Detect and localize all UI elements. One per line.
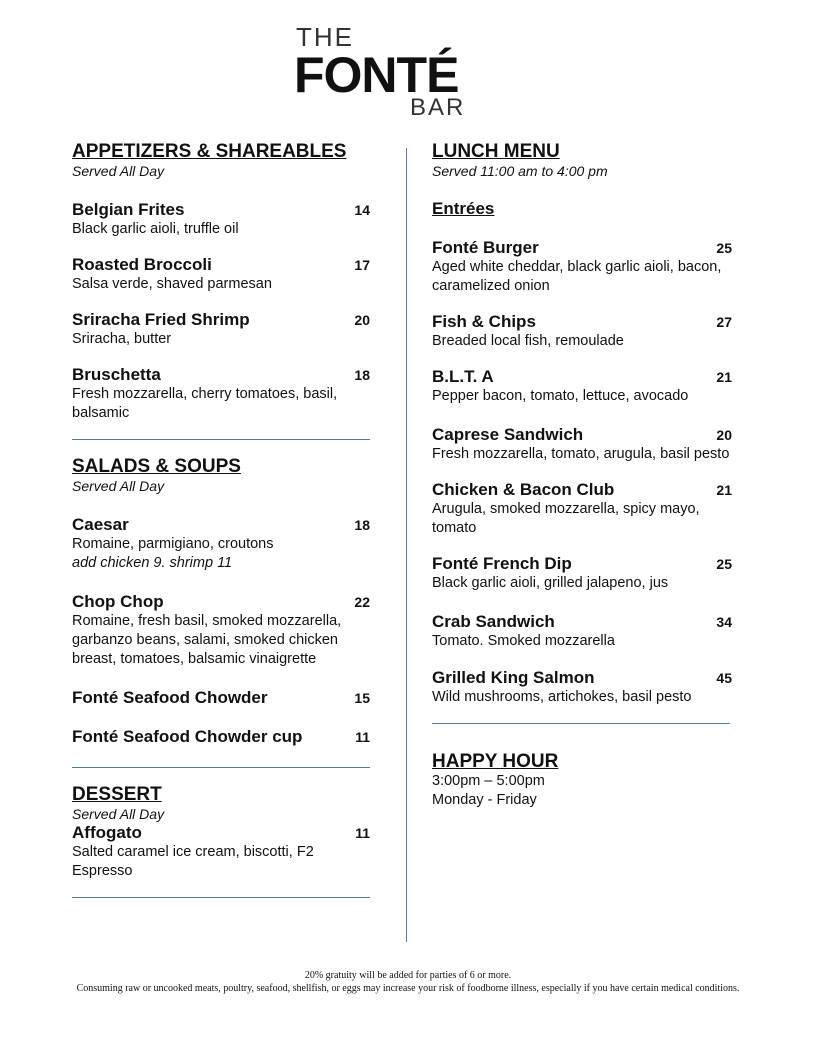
menu-item xyxy=(72,365,370,423)
item-price: 34 xyxy=(716,614,732,630)
menu-item xyxy=(432,238,732,296)
item-name: Chop Chop xyxy=(72,592,164,611)
item-price: 20 xyxy=(716,427,732,443)
entrees-heading: Entrées xyxy=(432,199,495,218)
item-description: Tomato. Smoked mozzarella xyxy=(432,633,615,649)
section-divider xyxy=(432,723,730,724)
menu-item xyxy=(72,200,370,239)
lunch-title: LUNCH MENU xyxy=(432,141,560,162)
item-price: 11 xyxy=(355,825,370,841)
menu-item xyxy=(72,592,370,669)
right-column xyxy=(432,142,732,810)
item-description: Wild mushrooms, artichokes, basil pesto xyxy=(432,689,692,705)
appetizers-subtitle: Served All Day xyxy=(72,163,165,179)
dessert-subtitle: Served All Day xyxy=(72,806,165,822)
item-description: Sriracha, butter xyxy=(72,331,172,347)
item-description: Breaded local fish, remoulade xyxy=(432,333,624,349)
left-column xyxy=(72,142,370,898)
menu-item xyxy=(432,480,732,538)
item-description: Pepper bacon, tomato, lettuce, avocado xyxy=(432,388,689,404)
menu-item xyxy=(72,688,370,708)
item-price: 18 xyxy=(354,517,370,533)
happy-hour-section xyxy=(432,752,732,810)
item-price: 27 xyxy=(716,314,732,330)
menu-item xyxy=(432,554,732,593)
salads-section xyxy=(72,457,370,747)
section-divider xyxy=(72,439,370,440)
lunch-section xyxy=(432,142,732,707)
restaurant-logo xyxy=(294,22,484,122)
menu-item xyxy=(432,612,732,651)
happy-hour-time: 3:00pm – 5:00pm xyxy=(432,773,545,789)
item-name: Belgian Frites xyxy=(72,200,185,219)
menu-item xyxy=(72,310,370,349)
lunch-subtitle: Served 11:00 am to 4:00 pm xyxy=(432,163,608,179)
item-description: Black garlic aioli, grilled jalapeno, jus xyxy=(432,575,669,591)
item-price: 21 xyxy=(716,482,732,498)
item-price: 11 xyxy=(355,729,370,745)
gratuity-notice: 20% gratuity will be added for parties of 6 or more. xyxy=(304,970,512,981)
menu-item xyxy=(72,727,370,747)
item-name: Bruschetta xyxy=(72,365,161,384)
column-divider xyxy=(406,148,407,942)
item-name: Fonté Seafood Chowder xyxy=(72,688,268,707)
salads-title: SALADS & SOUPS xyxy=(72,456,241,477)
item-description: Romaine, fresh basil, smoked mozzarella, garbanzo beans, salami, smoked chicken breast, tomatoes, balsamic vinaigrette xyxy=(72,613,342,667)
item-price: 21 xyxy=(716,369,732,385)
item-price: 15 xyxy=(354,690,370,706)
dessert-section xyxy=(72,785,370,881)
menu-item xyxy=(432,367,732,406)
salads-subtitle: Served All Day xyxy=(72,478,165,494)
item-name: Fonté Burger xyxy=(432,238,539,257)
item-name: Roasted Broccoli xyxy=(72,255,212,274)
happy-hour-title: HAPPY HOUR xyxy=(432,751,559,772)
item-name: B.L.T. A xyxy=(432,367,494,386)
item-description: Fresh mozzarella, tomato, arugula, basil pesto xyxy=(432,446,730,462)
logo-the: THE xyxy=(296,22,354,52)
menu-item xyxy=(72,823,370,881)
item-description: Fresh mozzarella, cherry tomatoes, basil, balsamic xyxy=(72,386,338,421)
logo-fonte: FONTÉ xyxy=(294,47,459,103)
item-name: Caesar xyxy=(72,515,129,534)
item-name: Fonté Seafood Chowder cup xyxy=(72,727,303,746)
item-description: Arugula, smoked mozzarella, spicy mayo, tomato xyxy=(432,501,700,536)
item-price: 20 xyxy=(354,312,370,328)
item-name: Caprese Sandwich xyxy=(432,425,584,444)
item-name: Fonté French Dip xyxy=(432,554,572,573)
item-name: Sriracha Fried Shrimp xyxy=(72,310,250,329)
menu-item xyxy=(432,668,732,707)
logo-bar: BAR xyxy=(410,94,466,121)
consumption-warning: Consuming raw or uncooked meats, poultry, seafood, shellfish, or eggs may increase your risk of foodborne illness, especially if you have certain medical conditions. xyxy=(76,983,740,994)
section-divider xyxy=(72,767,370,768)
appetizers-title: APPETIZERS & SHAREABLES xyxy=(72,141,347,162)
appetizers-section xyxy=(72,142,370,423)
item-name: Chicken & Bacon Club xyxy=(432,480,615,499)
section-divider xyxy=(72,897,370,898)
menu-item xyxy=(432,425,732,464)
footer-notice xyxy=(72,969,744,995)
item-price: 25 xyxy=(716,556,732,572)
menu-item xyxy=(72,515,370,573)
item-note: add chicken 9. shrimp 11 xyxy=(72,555,233,571)
item-price: 22 xyxy=(354,594,370,610)
item-price: 18 xyxy=(354,367,370,383)
happy-hour-days: Monday - Friday xyxy=(432,792,537,808)
item-name: Fish & Chips xyxy=(432,312,536,331)
item-name: Affogato xyxy=(72,823,142,842)
item-name: Crab Sandwich xyxy=(432,612,555,631)
item-description: Salted caramel ice cream, biscotti, F2 Espresso xyxy=(72,844,314,879)
menu-item xyxy=(432,312,732,351)
item-price: 45 xyxy=(716,670,732,686)
menu-item xyxy=(72,255,370,294)
item-price: 17 xyxy=(354,257,370,273)
dessert-title: DESSERT xyxy=(72,784,162,805)
item-price: 25 xyxy=(716,240,732,256)
item-description: Black garlic aioli, truffle oil xyxy=(72,221,239,237)
item-description: Aged white cheddar, black garlic aioli, bacon, caramelized onion xyxy=(432,259,722,294)
item-name: Grilled King Salmon xyxy=(432,668,595,687)
item-price: 14 xyxy=(354,202,370,218)
item-description: Salsa verde, shaved parmesan xyxy=(72,276,272,292)
item-description: Romaine, parmigiano, croutons xyxy=(72,536,274,552)
